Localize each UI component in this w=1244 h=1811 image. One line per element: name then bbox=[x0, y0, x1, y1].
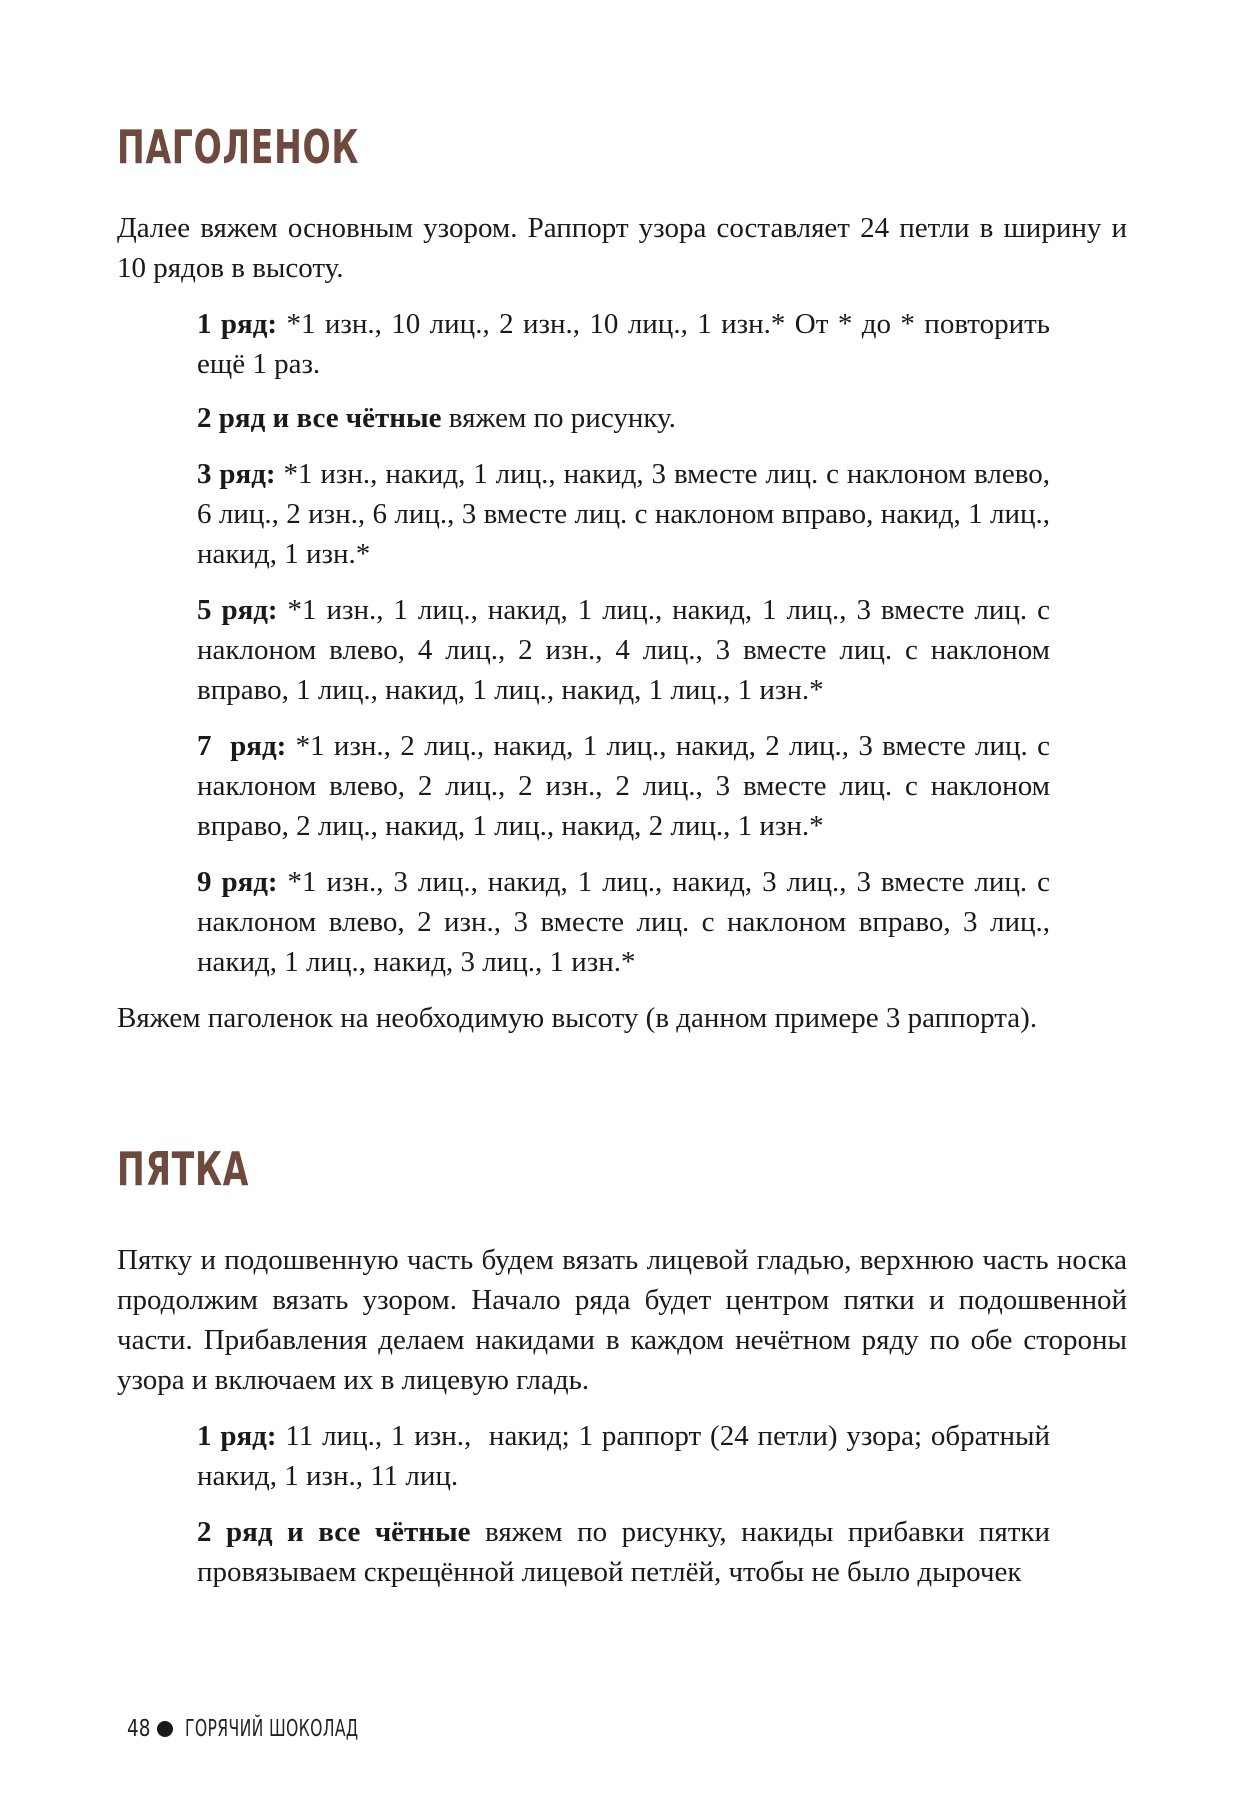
row-label: 1 ряд: bbox=[197, 1420, 277, 1452]
section-heading-pyatka: ПЯТКА bbox=[117, 1142, 250, 1196]
row-instruction bbox=[197, 590, 1050, 710]
intro-paragraph: Далее вяжем основным узором. Раппорт узора составляет 24 петли в ширину и 10 рядов в высоту. bbox=[117, 212, 1127, 284]
row-label: 7 ряд: bbox=[197, 730, 287, 762]
row-text: *1 изн., 10 лиц., 2 изн., 10 лиц., 1 изн.* От * до * повторить ещё 1 раз. bbox=[197, 308, 1050, 380]
section-heading-pagolenok: ПАГОЛЕНОК bbox=[117, 120, 360, 174]
row-text: *1 изн., накид, 1 лиц., накид, 3 вместе лиц. с наклоном влево, 6 лиц., 2 изн., 6 лиц., 3 вместе лиц. с наклоном вправо, накид, 1 лиц., накид, 1 изн.* bbox=[197, 458, 1050, 570]
row-label: 1 ряд: bbox=[197, 308, 278, 340]
row-text: вяжем по рисунку. bbox=[441, 402, 676, 434]
row-label: 2 ряд и все чётные bbox=[197, 402, 442, 434]
page-footer bbox=[127, 1712, 440, 1746]
row-label: 9 ряд: bbox=[197, 866, 278, 898]
row-text: *1 изн., 2 лиц., накид, 1 лиц., накид, 2 лиц., 3 вместе лиц. с наклоном влево, 2 лиц., 2 изн., 2 лиц., 3 вместе лиц. с наклоном вправо, 2 лиц., накид, 1 лиц., накид, 2 лиц., 1 изн.* bbox=[197, 730, 1050, 842]
row-instruction bbox=[197, 454, 1050, 574]
bullet-dot-icon bbox=[157, 1721, 173, 1737]
row-instruction bbox=[197, 726, 1050, 846]
row-instruction bbox=[197, 398, 1050, 438]
heel-intro-paragraph: Пятку и подошвенную часть будем вязать лицевой гладью, верхнюю часть носка продолжим вязать узором. Начало ряда будет центром пятки и подошвенной части. Прибавления делаем накидами в каждом нечётном ряду по обе стороны узора и включаем их в лицевую гладь. bbox=[117, 1244, 1127, 1396]
row-instruction bbox=[197, 304, 1050, 384]
book-title: ГОРЯЧИЙ ШОКОЛАД bbox=[185, 1716, 359, 1742]
page-number: 48 bbox=[127, 1716, 151, 1742]
row-label: 2 ряд и все чётные bbox=[197, 1516, 471, 1548]
row-label: 3 ряд: bbox=[197, 458, 276, 490]
row-label: 5 ряд: bbox=[197, 594, 278, 626]
row-text: *1 изн., 1 лиц., накид, 1 лиц., накид, 1 лиц., 3 вместе лиц. с наклоном влево, 4 лиц., 2 изн., 4 лиц., 3 вместе лиц. с наклоном вправо, 1 лиц., накид, 1 лиц., накид, 1 лиц., 1 изн.* bbox=[197, 594, 1050, 706]
row-instruction bbox=[197, 862, 1050, 982]
row-text: 11 лиц., 1 изн., накид; 1 раппорт (24 петли) узора; обратный накид, 1 изн., 11 лиц. bbox=[197, 1420, 1058, 1492]
row-text: *1 изн., 3 лиц., накид, 1 лиц., накид, 3 лиц., 3 вместе лиц. с наклоном влево, 2 изн., 3 вместе лиц. с наклоном вправо, 3 лиц., накид, 1 лиц., накид, 3 лиц., 1 изн.* bbox=[197, 866, 1050, 978]
row-text: вяжем по рисунку, накиды прибавки пятки провязываем скрещённой лицевой петлёй, чтобы не было дырочек bbox=[197, 1516, 1050, 1588]
closing-paragraph: Вяжем паголенок на необходимую высоту (в данном примере 3 раппорта). bbox=[117, 1002, 1038, 1034]
row-instruction bbox=[197, 1416, 1058, 1496]
row-instruction bbox=[197, 1512, 1050, 1592]
